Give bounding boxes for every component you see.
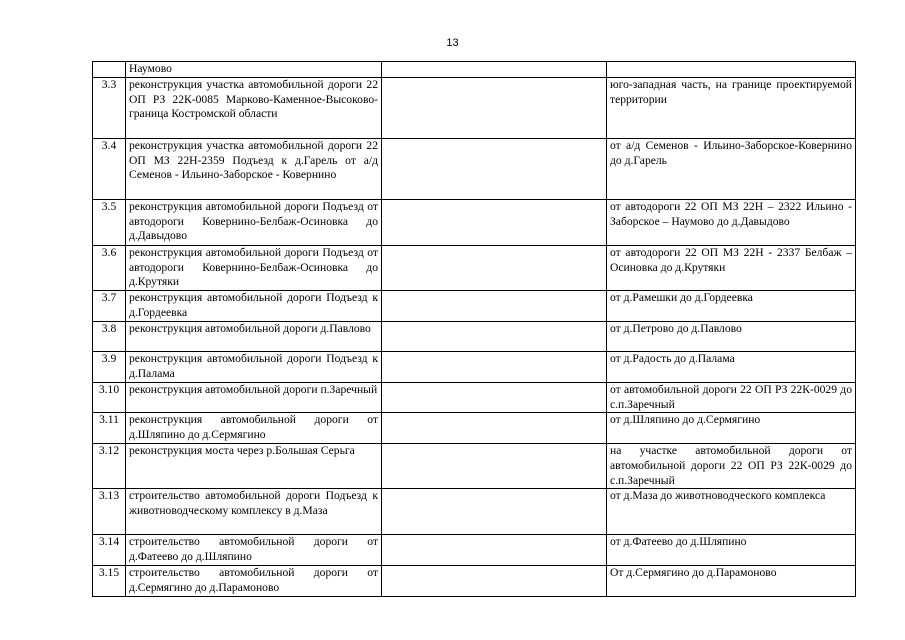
- table-row: [93, 322, 856, 352]
- empty-cell: [382, 535, 607, 566]
- location-cell: от д.Радость до д.Палама: [607, 352, 856, 383]
- empty-cell: [382, 62, 607, 78]
- table-row: [93, 62, 856, 78]
- location-cell: от д.Шляпино до д.Сермягино: [607, 413, 856, 444]
- row-number-cell: 3.9: [93, 352, 126, 383]
- empty-cell: [382, 291, 607, 322]
- empty-cell: [382, 352, 607, 383]
- row-number-cell: 3.6: [93, 245, 126, 290]
- empty-cell: [382, 77, 607, 138]
- table-row: [93, 535, 856, 566]
- location-cell: от д.Маза до животноводческого комплекса: [607, 489, 856, 535]
- table-row: [93, 291, 856, 322]
- location-cell: от д.Фатеево до д.Шляпино: [607, 535, 856, 566]
- location-cell: на участке автомобильной дороги от автомобильной дороги 22 ОП РЗ 22К-0029 до с.п.Заречный: [607, 443, 856, 488]
- row-number-cell: 3.11: [93, 413, 126, 444]
- row-number-cell: 3.10: [93, 382, 126, 413]
- row-number-cell: 3.5: [93, 199, 126, 245]
- description-cell: реконструкция автомобильной дороги Подъезд от автодороги Ковернино-Белбаж-Осиновка до д.Давыдово: [126, 199, 382, 245]
- description-cell: реконструкция автомобильной дороги д.Павлово: [126, 322, 382, 352]
- row-number-cell: 3.4: [93, 138, 126, 199]
- location-cell: от а/д Семенов - Ильино-Заборское-Ковернино до д.Гарель: [607, 138, 856, 199]
- row-number-cell: 3.7: [93, 291, 126, 322]
- description-cell: реконструкция автомобильной дороги п.Заречный: [126, 382, 382, 413]
- description-cell: строительство автомобильной дороги Подъезд к животноводческому комплексу в д.Маза: [126, 489, 382, 535]
- description-cell: реконструкция автомобильной дороги от д.Шляпино до д.Сермягино: [126, 413, 382, 444]
- description-cell: реконструкция автомобильной дороги Подъезд к д.Гордеевка: [126, 291, 382, 322]
- table-row: [93, 443, 856, 488]
- table-row: [93, 138, 856, 199]
- empty-cell: [382, 443, 607, 488]
- description-cell: реконструкция участка автомобильной дороги 22 ОП РЗ 22К-0085 Марково-Каменное-Высоково-граница Костромской области: [126, 77, 382, 138]
- empty-cell: [382, 382, 607, 413]
- location-cell: юго-западная часть, на границе проектируемой территории: [607, 77, 856, 138]
- table-row: [93, 352, 856, 383]
- description-cell: строительство автомобильной дороги от д.Сермягино до д.Парамоново: [126, 565, 382, 596]
- page-number: 13: [446, 37, 459, 49]
- description-cell: строительство автомобильной дороги от д.Фатеево до д.Шляпино: [126, 535, 382, 566]
- table-body: [93, 62, 856, 597]
- description-cell: реконструкция автомобильной дороги Подъезд к д.Палама: [126, 352, 382, 383]
- row-number-cell: 3.15: [93, 565, 126, 596]
- empty-cell: [382, 413, 607, 444]
- empty-cell: [382, 199, 607, 245]
- table-row: [93, 199, 856, 245]
- description-cell: реконструкция автомобильной дороги Подъезд от автодороги Ковернино-Белбаж-Осиновка до д.Крутяки: [126, 245, 382, 290]
- empty-cell: [382, 489, 607, 535]
- table-row: [93, 382, 856, 413]
- table-row: [93, 413, 856, 444]
- row-number-cell: 3.3: [93, 77, 126, 138]
- location-cell: от автодороги 22 ОП МЗ 22Н – 2322 Ильино - Заборское – Наумово до д.Давыдово: [607, 199, 856, 245]
- table-row: [93, 489, 856, 535]
- empty-cell: [382, 245, 607, 290]
- location-cell: от автодороги 22 ОП МЗ 22Н - 2337 Белбаж – Осиновка до д.Крутяки: [607, 245, 856, 290]
- table-row: [93, 245, 856, 290]
- row-number-cell: 3.8: [93, 322, 126, 352]
- location-cell: От д.Сермягино до д.Парамоново: [607, 565, 856, 596]
- table-row: [93, 77, 856, 138]
- row-number-cell: [93, 62, 126, 78]
- row-number-cell: 3.13: [93, 489, 126, 535]
- description-cell: реконструкция участка автомобильной дороги 22 ОП МЗ 22Н-2359 Подъезд к д.Гарель от а/д Семенов - Ильино-Заборское - Ковернино: [126, 138, 382, 199]
- measures-table: [92, 61, 856, 597]
- description-cell: Наумово: [126, 62, 382, 78]
- empty-cell: [382, 138, 607, 199]
- empty-cell: [382, 565, 607, 596]
- location-cell: от д.Петрово до д.Павлово: [607, 322, 856, 352]
- empty-cell: [382, 322, 607, 352]
- description-cell: реконструкция моста через р.Большая Серьга: [126, 443, 382, 488]
- location-cell: [607, 62, 856, 78]
- table-row: [93, 565, 856, 596]
- row-number-cell: 3.14: [93, 535, 126, 566]
- location-cell: от автомобильной дороги 22 ОП РЗ 22К-0029 до с.п.Заречный: [607, 382, 856, 413]
- row-number-cell: 3.12: [93, 443, 126, 488]
- location-cell: от д.Рамешки до д.Гордеевка: [607, 291, 856, 322]
